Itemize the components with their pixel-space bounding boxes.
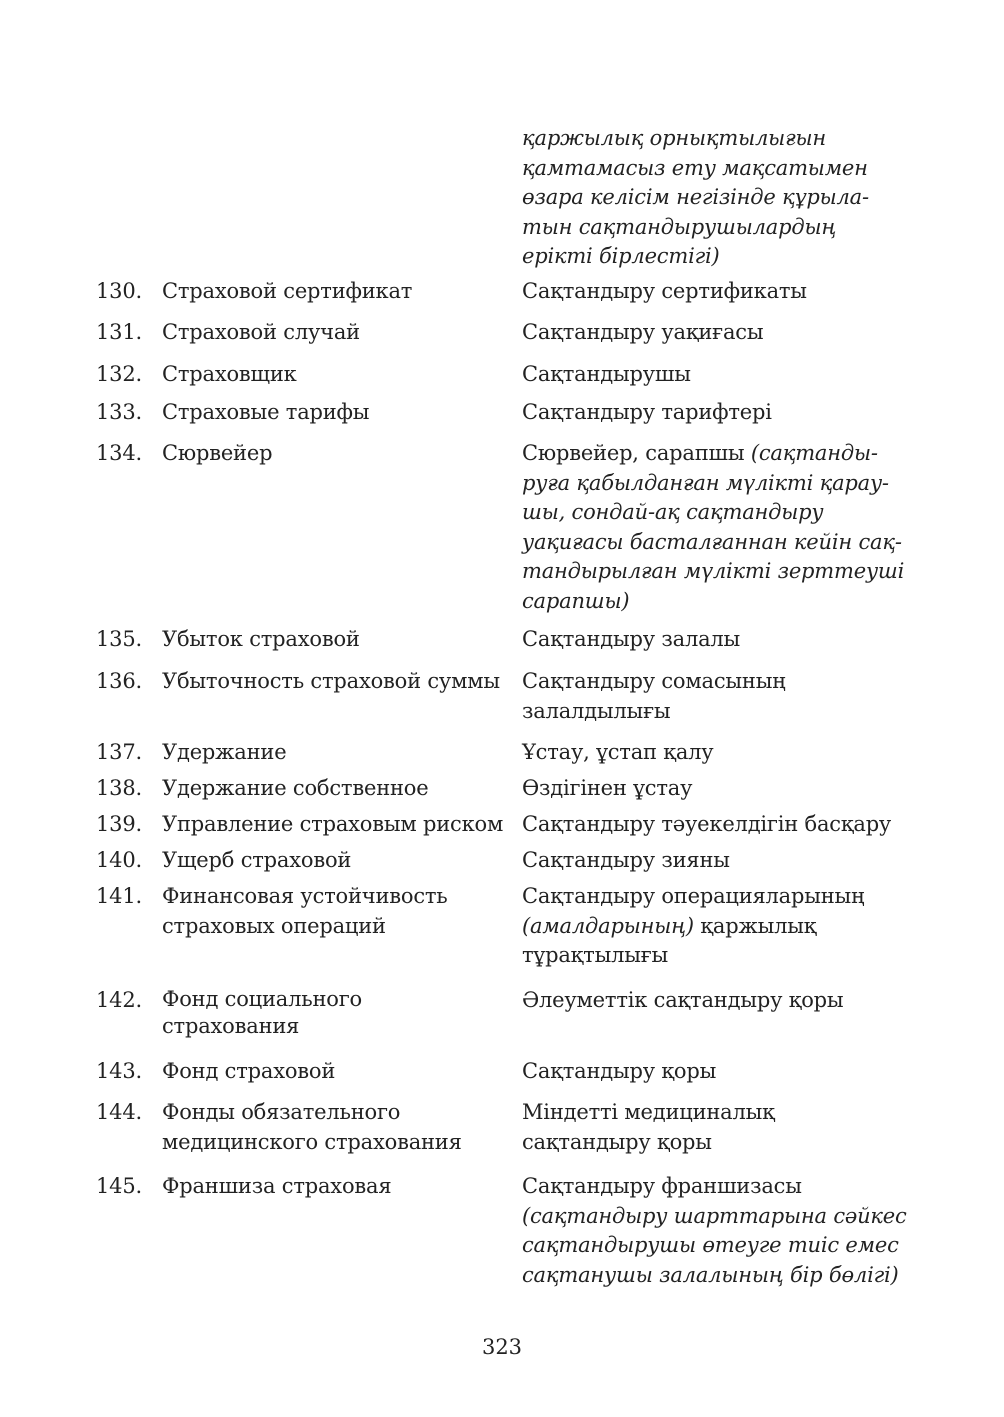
entry-number: 138. [96,776,142,800]
kz-line: тұрақтылығы [522,943,669,967]
ru-line: медицинского страхования [162,1129,462,1154]
ru-line: Страховщик [162,362,297,386]
entry-number: 141. [96,884,142,908]
ru-term [162,360,512,390]
entry-number: 133. [96,400,142,424]
kz-term [522,360,922,390]
ru-line: Удержание собственное [162,776,429,800]
entry-number: 130. [96,279,142,303]
kz-term [522,277,922,307]
kz-gloss-line: (сақтандыру шарттарына сәйкес [522,1203,907,1228]
ru-term [162,1172,512,1202]
kz-term [522,667,922,726]
ru-line: Ущерб страховой [162,848,352,872]
ru-term [162,277,512,307]
kz-term [522,1098,922,1157]
ru-line: Франшиза страховая [162,1174,392,1198]
kz-term [522,625,922,655]
ru-line: Страховой случай [162,320,360,344]
kz-line [522,439,922,469]
ru-line: Фонд страховой [162,1059,336,1083]
kz-line: Сақтандыру тәуекелдігін басқару [522,812,892,836]
entry-number: 136. [96,669,142,693]
ru-line: страховых операций [162,913,386,938]
ru-line: Убыток страховой [162,627,360,651]
ru-term [162,625,512,655]
kz-gloss-line: руға қабылданған мүлікті қарау- [522,470,889,495]
kz-gloss-line: тандырылған мүлікті зерттеуші [522,559,905,583]
kz-term [522,810,922,840]
ru-line: Удержание [162,740,287,764]
kz-text: қаржылық [693,913,817,938]
kz-line: Міндетті медициналық [522,1100,775,1124]
ru-term [162,738,512,768]
ru-line: Управление страховым риском [162,812,504,836]
kz-line: Сақтандыру зияны [522,848,730,872]
kz-line: Өздігінен ұстау [522,776,693,800]
kz-gloss-line: сарапшы) [522,588,630,613]
ru-term [162,986,512,1040]
kz-line: Сақтандыру франшизасы [522,1174,802,1198]
kz-gloss-line: сақтандырушы өтеуге тиіс емес [522,1233,899,1257]
kz-gloss-line: шы, сондай-ақ сақтандыру [522,500,824,524]
entry-number: 135. [96,627,142,651]
entry-number: 137. [96,740,142,764]
entry-number: 139. [96,812,142,836]
kz-line: Ұстау, ұстап қалу [522,740,714,764]
kz-line: ерікті бірлестігі) [522,244,720,268]
ru-term [162,667,512,697]
ru-term [162,774,512,804]
ru-term [162,1057,512,1087]
kz-line: Сақтандыру қоры [522,1059,717,1083]
kz-line [522,912,922,942]
ru-line: Финансовая устойчивость [162,884,448,908]
kz-term [522,882,922,971]
kz-line: өзара келісім негізінде құрыла- [522,185,869,209]
ru-term [162,810,512,840]
entry-number: 142. [96,988,142,1012]
kz-line: залалдылығы [522,698,671,723]
entry-number: 144. [96,1100,142,1124]
kz-term [522,1057,922,1087]
entry-number: 132. [96,362,142,386]
entry-number: 140. [96,848,142,872]
ru-term [162,398,512,428]
kz-text: Сюрвейер, сарапшы [522,441,751,465]
kz-line: қаржылық орнықтылығын [522,126,827,150]
kz-line: Сақтандыру тарифтері [522,400,772,424]
kz-term [522,398,922,428]
kz-term [522,774,922,804]
ru-line: Страховые тарифы [162,400,370,424]
kz-term [522,846,922,876]
kz-line: Сақтандырушы [522,362,691,386]
kz-gloss: (сақтанды- [750,441,878,465]
kz-term [522,738,922,768]
kz-gloss: (амалдарының) [522,913,694,938]
kz-term [522,1172,922,1290]
ru-line: Убыточность страховой суммы [162,669,500,693]
kz-definition [522,124,922,272]
ru-term [162,439,512,469]
kz-term [522,439,922,616]
entry-number: 143. [96,1059,142,1083]
kz-gloss-line: уақиғасы басталғаннан кейін сақ- [522,529,902,554]
ru-line: Сюрвейер [162,441,273,465]
kz-line: Әлеуметтік сақтандыру қоры [522,988,844,1012]
entry-number: 145. [96,1174,142,1198]
kz-gloss-line: сақтанушы залалының бір бөлігі) [522,1262,899,1287]
kz-line: Сақтандыру сертификаты [522,279,807,303]
kz-term [522,986,922,1016]
kz-line: Сақтандыру залалы [522,627,741,651]
ru-term [162,318,512,348]
ru-line: Фонд социального [162,987,362,1011]
kz-line: Сақтандыру сомасының [522,669,786,693]
kz-line: қамтамасыз ету мақсатымен [522,155,868,180]
ru-term [162,882,512,941]
kz-line: тын сақтандырушылардың [522,214,837,239]
kz-term [522,318,922,348]
kz-line: Сақтандыру уақиғасы [522,320,764,344]
ru-line: страхования [162,1014,300,1038]
kz-line: Сақтандыру операцияларының [522,884,865,908]
ru-line: Фонды обязательного [162,1100,401,1124]
entry-number: 131. [96,320,142,344]
ru-term [162,1098,512,1157]
kz-line: сақтандыру қоры [522,1129,712,1154]
entry-number: 134. [96,441,142,465]
ru-line: Страховой сертификат [162,279,413,303]
ru-term [162,846,512,876]
page-number: 323 [481,1335,523,1359]
